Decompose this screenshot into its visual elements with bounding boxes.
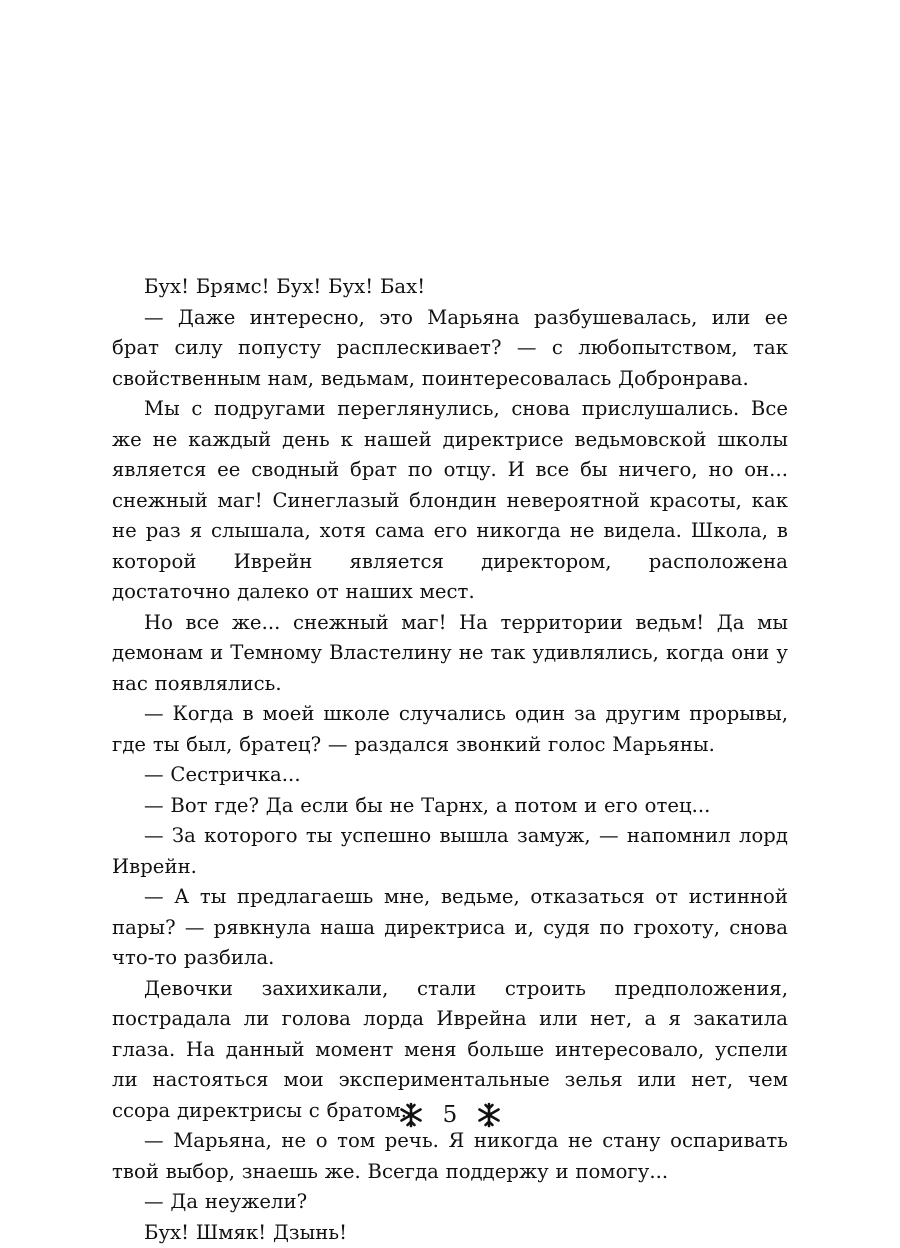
paragraph-7: — Вот где? Да если бы не Тарнх, а потом и его отец... (112, 791, 788, 822)
paragraph-5: — Когда в моей школе случались один за другим прорывы, где ты был, братец? — раздался звонкий голос Марьяны. (112, 699, 788, 760)
paragraph-4: Но все же... снежный маг! На территории ведьм! Да мы демонам и Темному Властелину не так удивлялись, когда они у нас появлялись. (112, 608, 788, 700)
page-footer (0, 1098, 900, 1132)
paragraph-3: Мы с подругами переглянулись, снова прислушались. Все же не каждый день к нашей директрисе ведьмовской школы является ее сводный брат по отцу. И все бы ничего, но он... снежный маг! Синеглазый блондин невероятной красоты, как не раз я слышала, хотя сама его никогда не видела. Школа, в которой Иврейн является директором, расположена достаточно далеко от наших мест. (112, 394, 788, 608)
snowflake-ornament-right-icon (476, 1102, 502, 1128)
paragraph-13: Бух! Шмяк! Дзынь! (112, 1218, 788, 1248)
paragraph-9: — А ты предлагаешь мне, ведьме, отказаться от истинной пары? — рявкнула наша директриса и, судя по грохоту, снова что-то разбила. (112, 882, 788, 974)
page-number: 5 (443, 1098, 458, 1132)
paragraph-1: Бух! Брямс! Бух! Бух! Бах! (112, 272, 788, 303)
paragraph-10: Девочки захихикали, стали строить предположения, пострадала ли голова лорда Иврейна или нет, а я закатила глаза. На данный момент меня больше интересовало, успели ли настояться мои экспериментальные зелья или нет, чем ссора директрисы с братом. (112, 974, 788, 1127)
paragraph-11: — Марьяна, не о том речь. Я никогда не стану оспаривать твой выбор, знаешь же. Всегда поддержу и помогу... (112, 1126, 788, 1187)
paragraph-2: — Даже интересно, это Марьяна разбушевалась, или ее брат силу попусту расплескивает? — с любопытством, так свойственным нам, ведьмам, поинтересовалась Добронрава. (112, 303, 788, 395)
paragraph-12: — Да неужели? (112, 1187, 788, 1218)
paragraph-8: — За которого ты успешно вышла замуж, — напомнил лорд Иврейн. (112, 821, 788, 882)
paragraph-6: — Сестричка... (112, 760, 788, 791)
snowflake-ornament-left-icon (398, 1102, 424, 1128)
